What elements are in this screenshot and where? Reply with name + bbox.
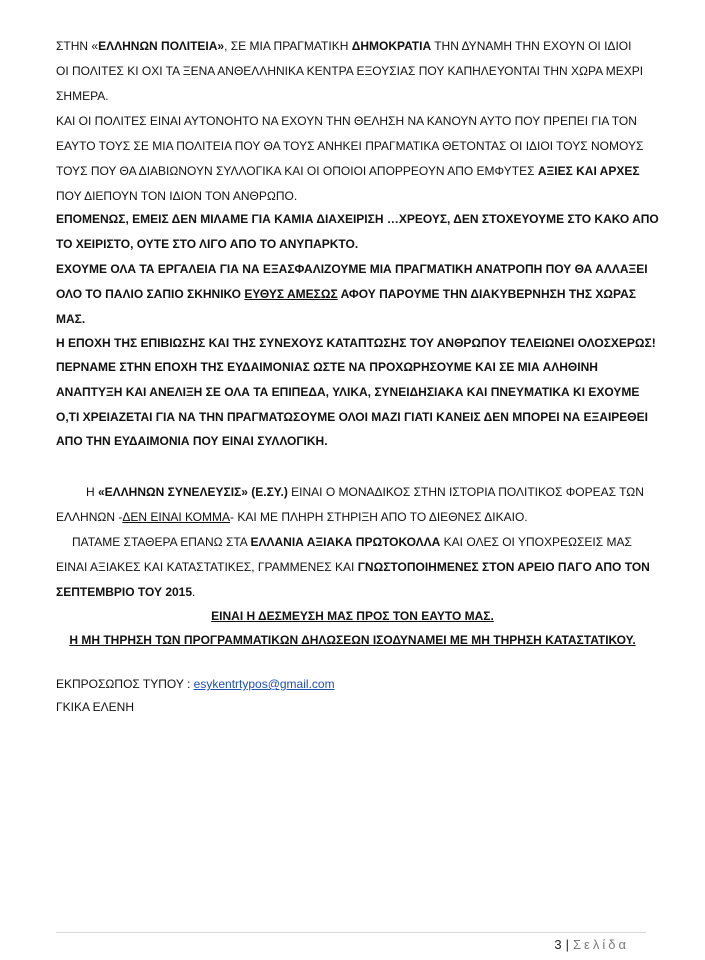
footer-divider	[56, 932, 646, 933]
press-contact	[56, 677, 335, 691]
paragraph-line: ΕΛΛΗΝΩΝ -ΔΕΝ ΕΙΝΑΙ ΚΟΜΜΑ- ΚΑΙ ΜΕ ΠΛΗΡΗ ΣΤΗΡΙΞΗ ΑΠΟ ΤΟ ΔΙΕΘΝΕΣ ΔΙΚΑΙΟ.	[56, 510, 528, 524]
commitment-line: ΕΙΝΑΙ Η ΔΕΣΜΕΥΣΗ ΜΑΣ ΠΡΟΣ ΤΟΝ ΕΑΥΤΟ ΜΑΣ.	[211, 609, 494, 623]
paragraph-line-bold: ΕΧΟΥΜΕ ΟΛΑ ΤΑ ΕΡΓΑΛΕΙΑ ΓΙΑ ΝΑ ΕΞΑΣΦΑΛΙΖΟΥΜΕ ΜΙΑ ΠΡΑΓΜΑΤΙΚΗ ΑΝΑΤΡΟΠΗ ΠΟΥ ΘΑ ΑΛΛΑΞΕΙ	[56, 262, 648, 276]
paragraph-line-bold: Ο,ΤΙ ΧΡΕΙΑΖΕΤΑΙ ΓΙΑ ΝΑ ΤΗΝ ΠΡΑΓΜΑΤΩΣΟΥΜΕ ΟΛΟΙ ΜΑΖΙ ΓΙΑΤΙ ΚΑΝΕΙΣ ΔΕΝ ΜΠΟΡΕΙ ΝΑ ΕΞΑΙΡΕΘΕΙ	[56, 410, 648, 424]
paragraph-line-bold: ΤΟ ΧΕΙΡΙΣΤΟ, ΟΥΤΕ ΣΤΟ ΛΙΓΟ ΑΠΟ ΤΟ ΑΝΥΠΑΡΚΤΟ.	[56, 237, 359, 251]
paragraph-line-bold: ΕΠΟΜΕΝΩΣ, ΕΜΕΙΣ ΔΕΝ ΜΙΛΑΜΕ ΓΙΑ ΚΑΜΙΑ ΔΙΑΧΕΙΡΙΣΗ …ΧΡΕΟΥΣ, ΔΕΝ ΣΤΟΧΕΥΟΥΜΕ ΣΤΟ ΚΑΚΟ ΑΠΟ	[56, 212, 659, 226]
paragraph-line: ΠΟΥ ΔΙΕΠΟΥΝ ΤΟΝ ΙΔΙΟΝ ΤΟΝ ΑΝΘΡΩΠΟ.	[56, 189, 298, 203]
paragraph-line: ΟΙ ΠΟΛΙΤΕΣ ΚΙ ΟΧΙ ΤΑ ΞΕΝΑ ΑΝΘΕΛΛΗΝΙΚΑ ΚΕΝΤΡΑ ΕΞΟΥΣΙΑΣ ΠΟΥ ΚΑΠΗΛΕΥΟΝΤΑΙ ΤΗΝ ΧΩΡΑ ΜΕΧΡΙ	[56, 64, 644, 78]
paragraph-line: ΣΕΠΤΕΜΒΡΙΟ ΤΟΥ 2015.	[56, 585, 196, 599]
page-number: 3	[554, 937, 562, 952]
press-email-link[interactable]: esykentrtypos@gmail.com	[193, 677, 335, 691]
paragraph-line-bold: ΠΕΡΝΑΜΕ ΣΤΗΝ ΕΠΟΧΗ ΤΗΣ ΕΥΔΑΙΜΟΝΙΑΣ ΩΣΤΕ ΝΑ ΠΡΟΧΩΡΗΣΟΥΜΕ ΚΑΙ ΣΕ ΜΙΑ ΑΛΗΘΙΝΗ	[56, 360, 598, 374]
paragraph-line: ΣΗΜΕΡΑ.	[56, 89, 109, 103]
paragraph-line-bold: Η ΕΠΟΧΗ ΤΗΣ ΕΠΙΒΙΩΣΗΣ ΚΑΙ ΤΗΣ ΣΥΝΕΧΟΥΣ ΚΑΤΑΠΤΩΣΗΣ ΤΟΥ ΑΝΘΡΩΠΟΥ ΤΕΛΕΙΩΝΕΙ ΟΛΟΣΧΕΡΩΣ!	[56, 336, 656, 350]
press-name: ΓΚΙΚΑ ΕΛΕΝΗ	[56, 700, 134, 714]
page-footer	[554, 937, 629, 952]
footer-separator: |	[565, 937, 570, 952]
paragraph-line: ΠΑΤΑΜΕ ΣΤΑΘΕΡΑ ΕΠΑΝΩ ΣΤΑ ΕΛΛΑΝΙΑ ΑΞΙΑΚΑ ΠΡΩΤΟΚΟΛΛΑ ΚΑΙ ΟΛΕΣ ΟΙ ΥΠΟΧΡΕΩΣΕΙΣ ΜΑΣ	[72, 535, 632, 549]
page-word: Σελίδα	[573, 937, 629, 952]
paragraph-line: ΕΙΝΑΙ ΑΞΙΑΚΕΣ ΚΑΙ ΚΑΤΑΣΤΑΤΙΚΕΣ, ΓΡΑΜΜΕΝΕΣ ΚΑΙ ΓΝΩΣΤΟΠΟΙΗΜΕΝΕΣ ΣΤΟΝ ΑΡΕΙΟ ΠΑΓΟ ΑΠΟ ΤΟΝ	[56, 560, 650, 574]
paragraph-line: ΕΑΥΤΟ ΤΟΥΣ ΣΕ ΜΙΑ ΠΟΛΙΤΕΙΑ ΠΟΥ ΘΑ ΤΟΥΣ ΑΝΗΚΕΙ ΠΡΑΓΜΑΤΙΚΑ ΘΕΤΟΝΤΑΣ ΟΙ ΙΔΙΟΙ ΤΟΥΣ ΝΟΜΟΥΣ	[56, 139, 644, 153]
paragraph-line-bold: ΟΛΟ ΤΟ ΠΑΛΙΟ ΣΑΠΙΟ ΣΚΗΝΙΚΟ ΕΥΘΥΣ ΑΜΕΣΩΣ ΑΦΟΥ ΠΑΡΟΥΜΕ ΤΗΝ ΔΙΑΚΥΒΕΡΝΗΣΗ ΤΗΣ ΧΩΡΑΣ	[56, 287, 636, 301]
paragraph-line-bold: ΑΝΑΠΤΥΞΗ ΚΑΙ ΑΝΕΛΙΞΗ ΣΕ ΟΛΑ ΤΑ ΕΠΙΠΕΔΑ, ΥΛΙΚΑ, ΣΥΝΕΙΔΗΣΙΑΚΑ ΚΑΙ ΠΝΕΥΜΑΤΙΚΑ ΚΙ ΕΧΟΥΜΕ	[56, 385, 640, 399]
paragraph-line: ΣΤΗΝ «ΕΛΛΗΝΩΝ ΠΟΛΙΤΕΙΑ», ΣΕ ΜΙΑ ΠΡΑΓΜΑΤΙΚΗ ΔΗΜΟΚΡΑΤΙΑ ΤΗΝ ΔΥΝΑΜΗ ΤΗΝ ΕΧΟΥΝ ΟΙ ΙΔΙΟΙ	[56, 39, 632, 53]
commitment-line: Η ΜΗ ΤΗΡΗΣΗ ΤΩΝ ΠΡΟΓΡΑΜΜΑΤΙΚΩΝ ΔΗΛΩΣΕΩΝ ΙΣΟΔΥΝΑΜΕΙ ΜΕ ΜΗ ΤΗΡΗΣΗ ΚΑΤΑΣΤΑΤΙΚΟΥ.	[69, 633, 636, 647]
paragraph-line-bold: ΜΑΣ.	[56, 312, 86, 326]
press-label: ΕΚΠΡΟΣΩΠΟΣ ΤΥΠΟΥ :	[56, 677, 194, 691]
paragraph-line: ΚΑΙ ΟΙ ΠΟΛΙΤΕΣ ΕΙΝΑΙ ΑΥΤΟΝΟΗΤΟ ΝΑ ΕΧΟΥΝ ΤΗΝ ΘΕΛΗΣΗ ΝΑ ΚΑΝΟΥΝ ΑΥΤΟ ΠΟΥ ΠΡΕΠΕΙ ΓΙΑ ΤΟΝ	[56, 114, 637, 128]
paragraph-line: ΤΟΥΣ ΠΟΥ ΘΑ ΔΙΑΒΙΩΝΟΥΝ ΣΥΛΛΟΓΙΚΑ ΚΑΙ ΟΙ ΟΠΟΙΟΙ ΑΠΟΡΡΕΟΥΝ ΑΠΟ ΕΜΦΥΤΕΣ ΑΞΙΕΣ ΚΑΙ ΑΡΧΕΣ	[56, 164, 640, 178]
paragraph-line-bold: ΑΠΟ ΤΗΝ ΕΥΔΑΙΜΟΝΙΑ ΠΟΥ ΕΙΝΑΙ ΣΥΛΛΟΓΙΚΗ.	[56, 434, 328, 448]
paragraph-line: Η «ΕΛΛΗΝΩΝ ΣΥΝΕΛΕΥΣΙΣ» (Ε.ΣΥ.) ΕΙΝΑΙ Ο ΜΟΝΑΔΙΚΟΣ ΣΤΗΝ ΙΣΤΟΡΙΑ ΠΟΛΙΤΙΚΟΣ ΦΟΡΕΑΣ ΤΩΝ	[86, 485, 644, 499]
